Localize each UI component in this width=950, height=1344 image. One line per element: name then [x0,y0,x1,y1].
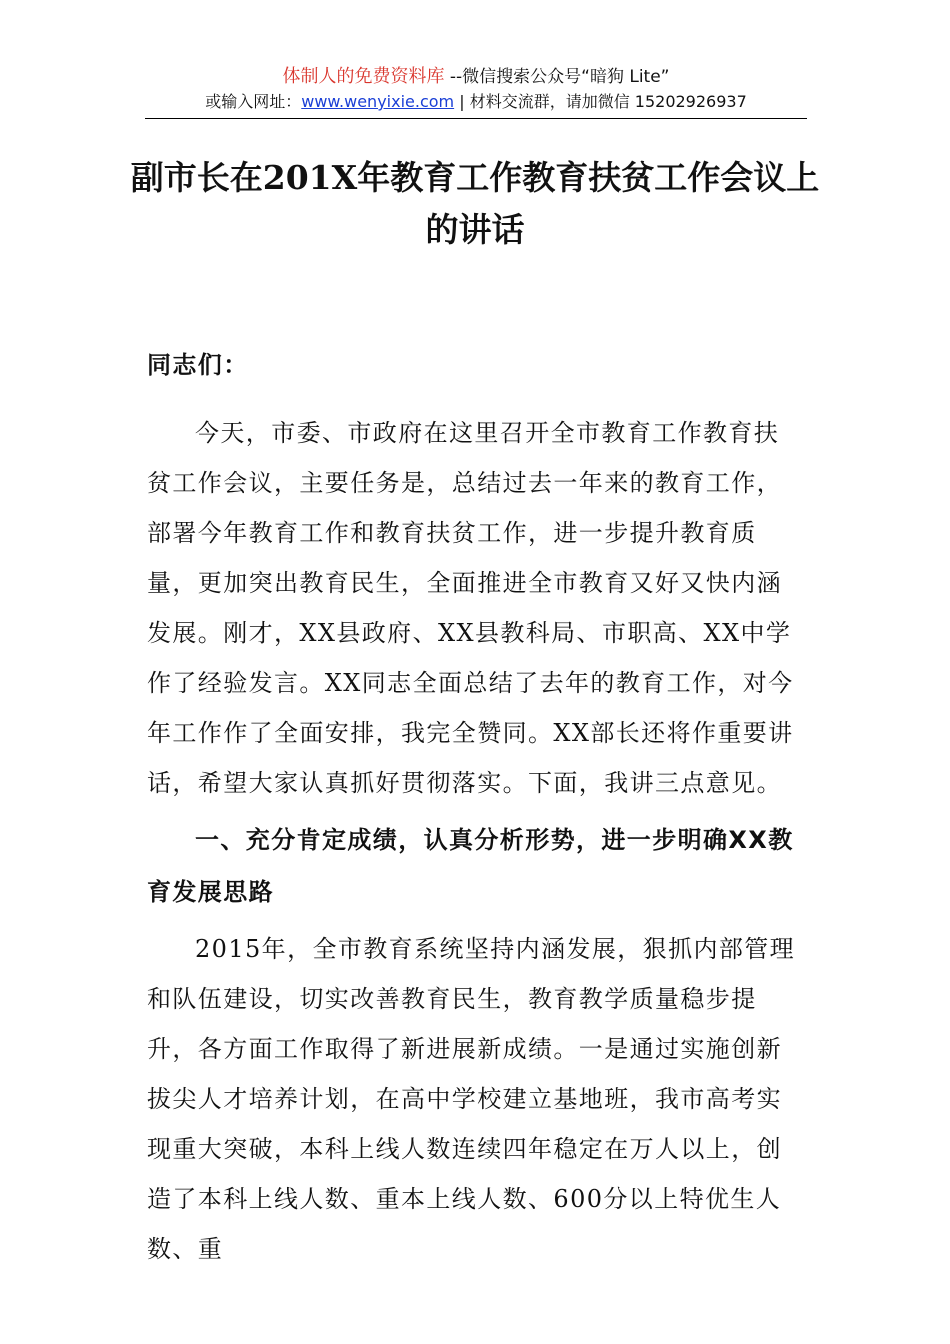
document-title: 副市长在201X年教育工作教育扶贫工作会议上的讲话 [130,158,820,249]
page-header [145,64,807,114]
site-prefix: 或输入网址： [205,92,302,111]
document-body [147,340,802,1274]
header-divider [145,118,807,119]
paragraph-2: 2015年，全市教育系统坚持内涵发展，狠抓内部管理和队伍建设，切实改善教育民生，教育教学质量稳步提升，各方面工作取得了新进展新成绩。一是通过实施创新拔尖人才培养计划，在高中学校建立基地班，我市高考实现重大突破，本科上线人数连续四年稳定在万人以上，创造了本科上线人数、重本上线人数、600分以上特优生人数、重 [147,935,796,1263]
header-subtitle: --微信搜索公众号“暗狗 Lite” [444,67,670,87]
site-suffix: | 材料交流群，请加微信 15202926937 [454,92,747,111]
brand-text: 体制人的免费资料库 [282,66,445,87]
site-link[interactable]: www.wenyixie.com [301,92,455,111]
salutation: 同志们： [147,351,249,379]
header-line-2 [145,90,807,114]
section-heading-1: 一、充分肯定成绩，认真分析形势，进一步明确XX教育发展思路 [147,826,794,906]
header-line-1 [145,64,807,90]
paragraph-1: 今天，市委、市政府在这里召开全市教育工作教育扶贫工作会议，主要任务是，总结过去一年来的教育工作，部署今年教育工作和教育扶贫工作，进一步提升教育质量，更加突出教育民生，全面推进全市教育又好又快内涵发展。刚才，XX县政府、XX县教科局、市职高、XX中学作了经验发言。XX同志全面总结了去年的教育工作，对今年工作作了全面安排，我完全赞同。XX部长还将作重要讲话，希望大家认真抓好贯彻落实。下面，我讲三点意见。 [147,419,794,797]
